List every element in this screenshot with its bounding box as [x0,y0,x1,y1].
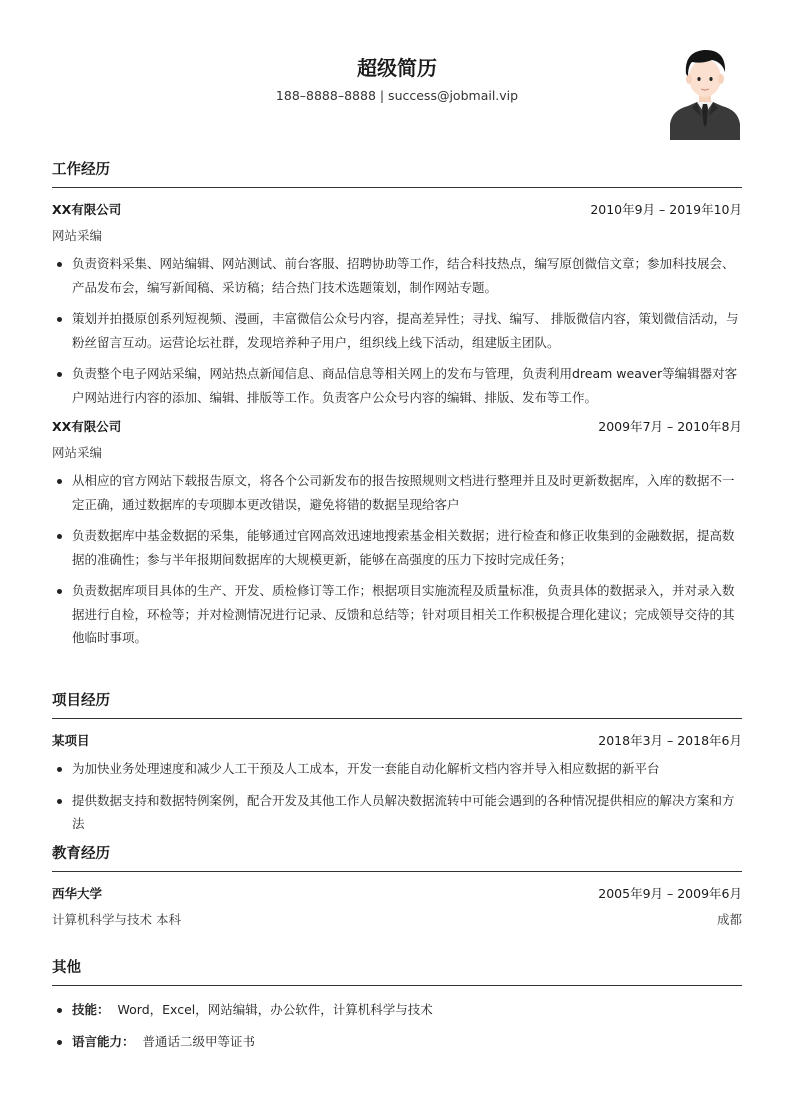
work-entry [52,417,742,650]
project-bullets [52,757,742,836]
other-section [52,956,742,1061]
resume-header [52,0,742,150]
work-entry [52,200,742,409]
job-role: 网站采编 [52,445,103,460]
education-period: 2005年9月 – 2009年6月 [598,886,742,901]
project-name: 某项目 [52,733,90,748]
work-bullet: 负责资料采集、网站编辑、网站测试、前台客服、招聘协助等工作，结合科技热点，编写原创微信文章；参加科技展会、产品发布会，编写新闻稿、采访稿；结合热门技术选题策划，制作网站专题。 [52,252,742,299]
section-title-projects: 项目经历 [52,689,742,719]
project-bullet: 提供数据支持和数据特例案例，配合开发及其他工作人员解决数据流转中可能会遇到的各种情况提供相应的解决方案和方法 [52,789,742,836]
section-title-other: 其他 [52,956,742,986]
work-bullets [52,252,742,409]
project-bullet: 为加快业务处理速度和减少人工干预及人工成本，开发一套能自动化解析文档内容并导入相应数据的新平台 [52,757,742,781]
contact-info: 188–8888–8888 | success@jobmail.vip [275,88,519,103]
school-city: 成都 [716,912,742,927]
skills-value: Word，Excel，网站编辑，办公软件，计算机科学与技术 [117,1002,433,1017]
skills-label: 技能： [72,1002,110,1017]
education-section [52,842,742,928]
work-period: 2009年7月 – 2010年8月 [598,419,742,434]
project-period: 2018年3月 – 2018年6月 [598,733,742,748]
major-degree: 计算机科学与技术 本科 [52,912,181,927]
work-bullet: 策划并拍摄原创系列短视频、漫画，丰富微信公众号内容，提高差异性；寻找、编写、 排版微信内容，策划微信活动，与粉丝留言互动。运营论坛社群，发现培养种子用户，组织线上线下活动，组建版主团队。 [52,307,742,354]
work-bullet: 负责数据库中基金数据的采集，能够通过官网高效迅速地搜索基金相关数据；进行检查和修正收集到的金融数据，提高数据的准确性；参与半年报期间数据库的大规模更新，能够在高强度的压力下按时完成任务； [52,524,742,571]
work-bullet: 负责数据库项目具体的生产、开发、质检修订等工作；根据项目实施流程及质量标准，负责具体的数据录入，并对录入数据进行自检，环检等；并对检测情况进行记录、反馈和总结等；针对项目相关工作积极提合理化建议；完成领导交待的其他临时事项。 [52,579,742,650]
company-name: XX有限公司 [52,202,122,217]
job-role: 网站采编 [52,228,103,243]
resume-page [52,0,742,1049]
candidate-name: 超级简历 [357,56,437,80]
section-title-education: 教育经历 [52,842,742,872]
project-section [52,689,742,844]
work-section [52,158,742,658]
section-title-work: 工作经历 [52,158,742,188]
other-bullets [52,998,742,1053]
language-label: 语言能力： [72,1033,135,1049]
skills-item [52,998,742,1022]
school-name: 西华大学 [52,886,103,901]
company-name: XX有限公司 [52,419,122,434]
work-bullets [52,469,742,650]
work-bullet: 从相应的官方网站下载报告原文，将各个公司新发布的报告按照规则文档进行整理并且及时更新数据库，入库的数据不一定正确，通过数据库的专项脚本更改错误，避免将错的数据呈现给客户 [52,469,742,516]
language-item [52,1030,742,1054]
avatar [668,44,742,140]
language-value: 普通话二级甲等证书 [142,1033,256,1049]
work-bullet: 负责整个电子网站采编，网站热点新闻信息、商品信息等相关网上的发布与管理，负责利用dream weaver等编辑器对客户网站进行内容的添加、编辑、排版等工作。负责客户公众号内容的编辑、排版、发布等工作。 [52,362,742,409]
work-period: 2010年9月 – 2019年10月 [590,202,742,217]
